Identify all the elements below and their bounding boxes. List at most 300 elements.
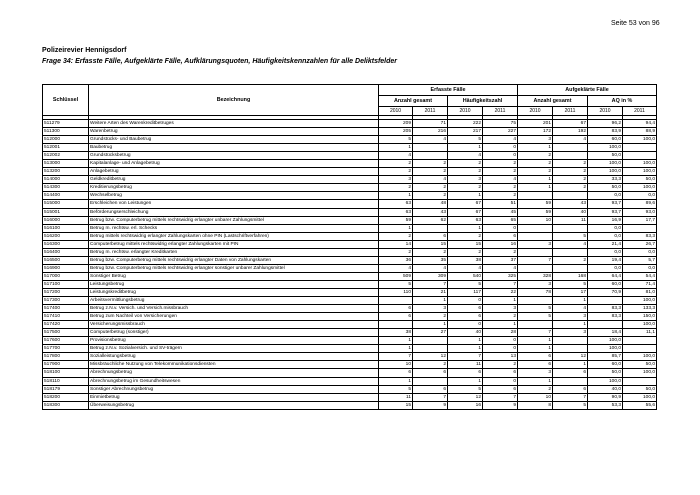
row-value: 5	[518, 305, 553, 313]
row-value: 0,0	[588, 248, 623, 256]
row-value: 0,0	[588, 224, 623, 232]
row-value	[623, 377, 657, 385]
table-row	[43, 152, 657, 160]
row-value: 4	[483, 136, 518, 144]
row-description: Wechselbetrug	[89, 192, 379, 200]
row-key: 518179	[43, 385, 89, 393]
row-key: 514300	[43, 184, 89, 192]
row-key: 517410	[43, 313, 89, 321]
row-description: Einmietbetrug	[89, 393, 379, 401]
row-value: 1	[518, 345, 553, 353]
row-value: 16	[483, 240, 518, 248]
header-year: 2010	[379, 107, 413, 116]
row-value: 4	[483, 264, 518, 272]
row-value: 150,0	[623, 313, 657, 321]
table-row	[43, 345, 657, 353]
row-key: 517500	[43, 329, 89, 337]
row-description: Leistungsbetrug	[89, 280, 379, 288]
row-value: 18,4	[588, 329, 623, 337]
row-value: 509	[379, 272, 413, 280]
table-row	[43, 329, 657, 337]
table-row	[43, 264, 657, 272]
row-value: 11	[553, 216, 588, 224]
header-year: 2011	[413, 107, 448, 116]
row-value	[518, 264, 553, 272]
row-value: 2	[553, 168, 588, 176]
row-value: 6	[483, 232, 518, 240]
row-value	[588, 297, 623, 305]
row-value	[623, 224, 657, 232]
table-row	[43, 248, 657, 256]
row-value: 2	[448, 168, 483, 176]
row-value: 5	[518, 313, 553, 321]
table-row	[43, 176, 657, 184]
table-row	[43, 216, 657, 224]
table-row	[43, 369, 657, 377]
row-value: 5	[553, 232, 588, 240]
row-value	[588, 321, 623, 329]
header-aufgeklaerte-faelle: Aufgeklärte Fälle	[518, 85, 657, 96]
row-value: 3	[413, 305, 448, 313]
header-anzahl-gesamt-aufgeklaert: Anzahl gesamt	[518, 96, 588, 107]
row-value: 43	[413, 208, 448, 216]
row-value	[623, 152, 657, 160]
table-row	[43, 353, 657, 361]
row-value	[413, 144, 448, 152]
row-value	[623, 144, 657, 152]
row-description: Betrug zum Nachteil von Versicherungen	[89, 313, 379, 321]
row-value: 14	[379, 240, 413, 248]
row-value: 7	[483, 393, 518, 401]
row-value: 0	[483, 144, 518, 152]
row-description: Betrug bzw. Computerbetrug mittels rechtswidrig erlangter unbarer Zahlungsmittel	[89, 216, 379, 224]
row-value: 117	[448, 288, 483, 296]
row-value: 6	[448, 369, 483, 377]
row-description: Sonstiger Betrug	[89, 272, 379, 280]
row-value: 11,1	[623, 329, 657, 337]
row-value: 5,7	[623, 256, 657, 264]
row-value: 2	[379, 184, 413, 192]
row-value: 0,0	[623, 264, 657, 272]
row-value: 37	[483, 256, 518, 264]
row-value: 67	[553, 120, 588, 128]
row-value: 12	[413, 353, 448, 361]
row-value: 1	[518, 144, 553, 152]
row-value: 27	[413, 329, 448, 337]
row-value: 2	[448, 248, 483, 256]
row-value: 55,6	[623, 401, 657, 409]
row-value: 172	[518, 128, 553, 136]
row-value	[413, 224, 448, 232]
row-value: 15	[448, 240, 483, 248]
row-value: 59	[518, 208, 553, 216]
row-key: 515000	[43, 200, 89, 208]
row-value: 3	[379, 176, 413, 184]
row-value: 63	[379, 200, 413, 208]
row-value: 1	[379, 345, 413, 353]
row-value: 4	[553, 305, 588, 313]
row-value: 328	[518, 272, 553, 280]
row-value	[518, 224, 553, 232]
row-value: 3	[518, 240, 553, 248]
row-value: 2	[379, 160, 413, 168]
row-value	[413, 152, 448, 160]
table-row	[43, 256, 657, 264]
row-description: Geldkreditbetrug	[89, 176, 379, 184]
row-value: 2	[483, 192, 518, 200]
row-value: 5	[448, 136, 483, 144]
table-row	[43, 305, 657, 313]
row-value: 1	[379, 144, 413, 152]
table-row	[43, 232, 657, 240]
table-row	[43, 136, 657, 144]
row-value: 222	[448, 120, 483, 128]
row-value: 2	[448, 160, 483, 168]
row-value: 5	[553, 280, 588, 288]
row-value	[553, 144, 588, 152]
row-value: 2	[448, 232, 483, 240]
header-year: 2011	[553, 107, 588, 116]
row-key: 514400	[43, 192, 89, 200]
row-value: 1	[448, 192, 483, 200]
row-value: 1	[379, 192, 413, 200]
row-value	[518, 192, 553, 200]
row-value: 78	[518, 288, 553, 296]
row-value: 62	[413, 216, 448, 224]
row-value: 48	[413, 200, 448, 208]
row-value: 1	[448, 144, 483, 152]
row-value: 205	[379, 128, 413, 136]
row-description: Kreditierungsbetrug	[89, 184, 379, 192]
row-value: 1	[518, 184, 553, 192]
row-value: 3	[553, 313, 588, 321]
row-key: 516000	[43, 216, 89, 224]
row-description: Abrechnungsbetrug im Gesundheitswesen	[89, 377, 379, 385]
row-value	[553, 152, 588, 160]
row-value: 0,0	[588, 264, 623, 272]
row-value: 6	[379, 305, 413, 313]
row-key: 518100	[43, 369, 89, 377]
row-key: 513200	[43, 168, 89, 176]
row-value: 11	[448, 361, 483, 369]
row-value: 17,7	[623, 216, 657, 224]
row-value: 1	[413, 321, 448, 329]
row-value: 100,0	[623, 297, 657, 305]
row-value: 60,0	[588, 136, 623, 144]
row-value: 4	[413, 264, 448, 272]
row-value: 3	[448, 176, 483, 184]
row-value: 100,0	[623, 136, 657, 144]
row-value: 2	[553, 184, 588, 192]
row-value: 40	[448, 329, 483, 337]
row-value: 100,0	[623, 369, 657, 377]
row-value: 216	[413, 128, 448, 136]
row-key: 517600	[43, 337, 89, 345]
row-value: 0	[483, 337, 518, 345]
row-value: 75	[483, 120, 518, 128]
row-key: 516400	[43, 248, 89, 256]
row-value	[553, 337, 588, 345]
row-key: 512001	[43, 144, 89, 152]
row-value: 2	[553, 176, 588, 184]
row-value: 6	[413, 369, 448, 377]
row-value: 5	[379, 385, 413, 393]
row-key: 517420	[43, 321, 89, 329]
row-value: 53,3	[588, 401, 623, 409]
row-value	[413, 337, 448, 345]
row-value: 7	[518, 329, 553, 337]
row-value: 21,4	[588, 240, 623, 248]
row-value: 6	[448, 305, 483, 313]
row-description: Computerbetrug (sonstiger)	[89, 329, 379, 337]
row-key: 511300	[43, 128, 89, 136]
row-value: 2	[413, 361, 448, 369]
row-description: Computerbetrug mittels rechtswidrig erlangter Zahlungskarten mit PIN	[89, 240, 379, 248]
table-row	[43, 393, 657, 401]
row-description: Weitere Arten des Warenkreditbetruges	[89, 120, 379, 128]
row-description: Betrug bzw. Computerbetrug mittels rechtswidrig erlangter Daten von Zahlungskarten	[89, 256, 379, 264]
row-value: 0	[483, 224, 518, 232]
row-value	[553, 224, 588, 232]
row-value: 1	[448, 345, 483, 353]
row-value: 2	[483, 168, 518, 176]
row-value: 1	[379, 224, 413, 232]
table-row	[43, 377, 657, 385]
header-key: Schlüssel	[43, 85, 89, 116]
header-haeufigkeitszahl: Häufigkeitszahl	[448, 96, 518, 107]
row-value: 1	[413, 297, 448, 305]
report-subtitle: Frage 34: Erfasste Fälle, Aufgeklärte Fälle, Aufklärungsquoten, Häufigkeitskennzahlen für alle Deliktsfelder	[42, 58, 398, 65]
row-value: 10	[379, 361, 413, 369]
row-value: 1	[553, 297, 588, 305]
table-row	[43, 200, 657, 208]
row-value: 38	[379, 329, 413, 337]
row-description: Abrechnungsbetrug	[89, 369, 379, 377]
row-value: 16,9	[588, 216, 623, 224]
row-value: 5	[379, 136, 413, 144]
header-description: Bezeichnung	[89, 85, 379, 116]
table-row	[43, 337, 657, 345]
row-value: 2	[518, 168, 553, 176]
row-key: 517700	[43, 345, 89, 353]
row-value: 16	[448, 401, 483, 409]
row-value: 309	[413, 272, 448, 280]
row-value: 6	[518, 361, 553, 369]
row-key: 516900	[43, 264, 89, 272]
row-value: 59	[379, 216, 413, 224]
row-value: 67	[448, 200, 483, 208]
row-value: 22	[483, 288, 518, 296]
row-value: 6	[413, 232, 448, 240]
row-value: 7	[379, 353, 413, 361]
row-value: 2	[379, 232, 413, 240]
row-description: Leistungskreditbetrug	[89, 288, 379, 296]
row-value: 5	[448, 385, 483, 393]
row-value: 1	[518, 377, 553, 385]
row-value: 2	[413, 313, 448, 321]
header-anzahl-gesamt: Anzahl gesamt	[379, 96, 448, 107]
row-key: 517800	[43, 353, 89, 361]
row-value: 2	[413, 192, 448, 200]
row-value: 7	[553, 393, 588, 401]
row-value	[518, 297, 553, 305]
row-value: 15	[379, 401, 413, 409]
row-key: 511279	[43, 120, 89, 128]
row-value: 4	[448, 264, 483, 272]
row-value: 50,0	[588, 184, 623, 192]
row-value: 100,0	[588, 377, 623, 385]
row-value: 3	[518, 280, 553, 288]
table-row	[43, 321, 657, 329]
row-value: 6	[379, 313, 413, 321]
row-value: 2	[448, 184, 483, 192]
row-value: 0,0	[588, 192, 623, 200]
row-value: 2	[518, 385, 553, 393]
row-value: 4	[413, 176, 448, 184]
row-value: 8	[518, 401, 553, 409]
row-value	[553, 248, 588, 256]
table-row	[43, 280, 657, 288]
row-value: 540	[448, 272, 483, 280]
row-value: 63	[448, 216, 483, 224]
row-value	[518, 248, 553, 256]
row-value: 3	[553, 329, 588, 337]
row-value: 2	[379, 168, 413, 176]
row-value: 9	[483, 401, 518, 409]
row-value: 6	[483, 385, 518, 393]
row-value: 11	[379, 393, 413, 401]
header-erfasste-faelle: Erfasste Fälle	[379, 85, 518, 96]
table-row	[43, 401, 657, 409]
row-value: 5	[448, 280, 483, 288]
row-value: 1	[448, 377, 483, 385]
row-value: 2	[518, 152, 553, 160]
row-value: 59	[518, 200, 553, 208]
row-value: 12	[448, 393, 483, 401]
row-value: 33,3	[588, 176, 623, 184]
table-row	[43, 385, 657, 393]
row-value: 93,7	[588, 200, 623, 208]
row-value: 67	[448, 208, 483, 216]
row-value: 60,0	[588, 361, 623, 369]
row-value: 3	[483, 305, 518, 313]
row-key: 517400	[43, 305, 89, 313]
row-value: 100,0	[588, 160, 623, 168]
row-value: 100,0	[588, 337, 623, 345]
row-key: 517100	[43, 280, 89, 288]
row-value: 71,4	[623, 280, 657, 288]
row-value: 100,0	[588, 144, 623, 152]
table-row	[43, 120, 657, 128]
row-value: 71	[413, 120, 448, 128]
row-value: 100,0	[623, 321, 657, 329]
row-value: 6	[379, 369, 413, 377]
row-value	[553, 377, 588, 385]
row-value: 2	[483, 361, 518, 369]
row-description: Sozialleistungsbetrug	[89, 353, 379, 361]
row-value: 7	[483, 280, 518, 288]
row-value: 28	[483, 329, 518, 337]
row-value: 40	[553, 208, 588, 216]
row-value	[623, 345, 657, 353]
row-value: 88,9	[623, 128, 657, 136]
row-value: 4	[413, 136, 448, 144]
row-value: 1	[553, 321, 588, 329]
row-description: Betrug bzw. Computerbetrug mittels rechtswidrig erlangter sonstiger unbarer Zahlungsmittel	[89, 264, 379, 272]
row-key: 516100	[43, 224, 89, 232]
row-value: 1	[483, 297, 518, 305]
row-value: 1	[379, 337, 413, 345]
row-value: 54,4	[623, 272, 657, 280]
row-value	[413, 377, 448, 385]
table-row	[43, 128, 657, 136]
row-value: 15	[413, 240, 448, 248]
row-value: 83,9	[588, 128, 623, 136]
row-value: 43	[553, 200, 588, 208]
row-description: Versicherungsmissbrauch	[89, 321, 379, 329]
row-value: 4	[483, 176, 518, 184]
row-value: 133,3	[623, 305, 657, 313]
row-value: 17	[553, 288, 588, 296]
row-value: 94,4	[623, 120, 657, 128]
row-value: 0,0	[623, 192, 657, 200]
row-value: 6	[518, 353, 553, 361]
table-row	[43, 297, 657, 305]
table-row	[43, 184, 657, 192]
row-value: 4	[553, 240, 588, 248]
row-value	[379, 297, 413, 305]
row-value: 83,3	[588, 313, 623, 321]
row-value: 217	[448, 128, 483, 136]
row-value: 50,0	[588, 369, 623, 377]
row-value: 2	[413, 168, 448, 176]
row-value: 9	[413, 401, 448, 409]
header-year: 2011	[483, 107, 518, 116]
row-value: 100,0	[623, 353, 657, 361]
row-value: 50,0	[623, 176, 657, 184]
row-value: 209	[379, 120, 413, 128]
row-value: 100,0	[588, 168, 623, 176]
row-value: 50,0	[623, 361, 657, 369]
row-key: 517900	[43, 361, 89, 369]
row-value: 100,0	[623, 184, 657, 192]
row-value: 50,0	[588, 152, 623, 160]
row-value: 13	[483, 353, 518, 361]
table-row	[43, 168, 657, 176]
row-value: 100,0	[623, 168, 657, 176]
row-value: 85,7	[588, 353, 623, 361]
row-value: 96,2	[588, 120, 623, 128]
row-value: 4	[379, 264, 413, 272]
row-value: 2	[413, 184, 448, 192]
row-value: 0	[483, 152, 518, 160]
row-description: Betrug mittels rechtswidrig erlangter Zahlungskarten ohne PIN (Lastschriftverfahren)	[89, 232, 379, 240]
row-value: 10	[518, 216, 553, 224]
row-value: 6	[448, 313, 483, 321]
table-body	[43, 116, 657, 410]
row-value: 6	[483, 369, 518, 377]
table-row	[43, 313, 657, 321]
row-description: Grundstücks- und Baubetrug	[89, 136, 379, 144]
header-aq-percent: AQ in %	[588, 96, 657, 107]
row-value: 168	[553, 272, 588, 280]
row-description: Baubetrug	[89, 144, 379, 152]
row-value: 45	[483, 208, 518, 216]
row-value: 19,4	[588, 256, 623, 264]
row-value: 6	[413, 385, 448, 393]
row-value: 2	[483, 184, 518, 192]
row-value	[553, 264, 588, 272]
